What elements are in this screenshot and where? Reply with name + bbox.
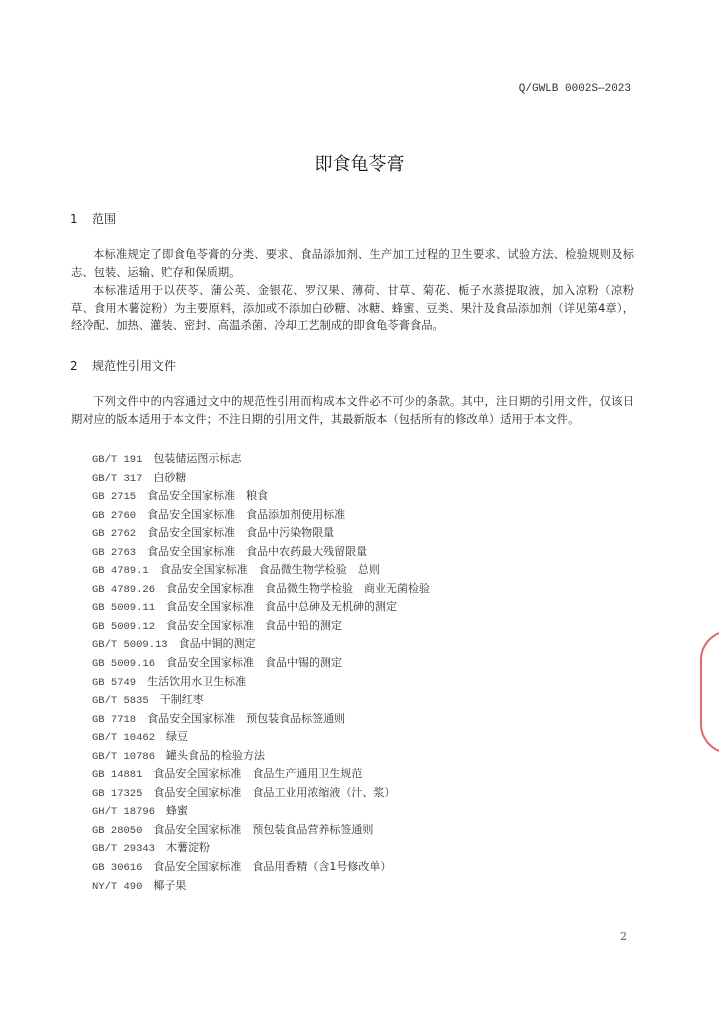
reference-code: GB 2715 [92,491,137,504]
reference-title: 包装储运图示标志 [153,452,242,465]
reference-code: GB 4789.1 [92,565,149,578]
reference-item [92,635,430,654]
reference-item [92,506,430,525]
reference-item [92,877,430,896]
reference-title: 食品中铜的测定 [178,637,256,651]
reference-code: GB/T 191 [92,454,143,466]
reference-code: GB 2760 [92,509,137,522]
reference-title: 木薯淀粉 [166,841,211,855]
reference-code: GB/T 29343 [92,843,156,856]
reference-code: NY/T 490 [92,880,143,893]
reference-title: 食品安全国家标准 食品中铅的测定 [166,618,343,632]
reference-code: GB/T 317 [92,472,143,485]
reference-title: 食品安全国家标准 食品中农药最大残留限量 [147,544,368,558]
reference-title: 绿豆 [166,730,189,744]
document-title: 即食龟苓膏 [314,154,405,175]
reference-item [92,543,430,562]
reference-code: GB 5009.16 [92,658,156,671]
reference-code: GB 2763 [92,546,137,559]
reference-item [92,821,430,840]
reference-item [92,561,430,580]
reference-item [92,839,430,858]
reference-item [92,765,430,784]
reference-title: 白砂糖 [153,470,187,484]
reference-item [92,691,430,710]
reference-title: 椰子果 [153,878,187,892]
reference-code: GB 5749 [92,676,137,689]
reference-code: GB 2762 [92,528,137,541]
reference-code: GB/T 5835 [92,695,149,708]
reference-code: GB 4789.26 [92,583,156,596]
reference-item [92,673,430,692]
reference-item [92,654,430,673]
reference-code: GB 5009.12 [92,620,156,633]
reference-code: GB 14881 [92,769,143,782]
reference-item [92,728,430,747]
reference-code: GB/T 10462 [92,732,156,745]
standard-code: Q/GWLB 0002S—2023 [518,83,631,95]
reference-code: GB 5009.11 [92,602,156,615]
reference-item [92,802,430,821]
reference-title: 蜂蜜 [166,804,189,818]
reference-title: 食品安全国家标准 食品中污染物限量 [147,526,335,540]
red-seal-stamp [700,630,719,754]
reference-item [92,524,430,543]
reference-item [92,617,430,636]
reference-title: 干制红枣 [159,693,204,707]
reference-title: 食品安全国家标准 食品中锡的测定 [166,656,343,670]
page-number: 2 [620,930,627,943]
reference-title: 食品安全国家标准 食品工业用浓缩液（汁、浆） [153,785,396,799]
reference-title: 食品安全国家标准 食品中总砷及无机砷的测定 [166,600,398,614]
reference-item [92,598,430,617]
reference-code: GB 17325 [92,787,143,800]
reference-code: GB 30616 [92,862,143,875]
reference-code: GH/T 18796 [92,806,156,819]
reference-code: GB 7718 [92,713,137,726]
section-2-number: 2 [70,359,78,373]
reference-code: GB/T 10786 [92,750,156,763]
section-2-title: 规范性引用文件 [92,359,177,373]
reference-title: 食品安全国家标准 食品微生物学检验 商业无菌检验 [166,581,431,595]
section-1-title: 范围 [92,212,117,226]
reference-title: 罐头食品的检验方法 [166,748,266,762]
reference-item [92,710,430,729]
reference-code: GB/T 5009.13 [92,639,168,652]
section-1-number: 1 [70,212,78,226]
reference-title: 食品安全国家标准 食品用香精（含1号修改单） [153,860,392,874]
reference-item [92,858,430,877]
reference-item [92,580,430,599]
section-2-heading [70,357,176,374]
reference-code: GB 28050 [92,824,143,837]
reference-title: 食品安全国家标准 食品生产通用卫生规范 [153,767,363,781]
reference-item [92,487,430,506]
reference-title: 食品安全国家标准 食品添加剂使用标准 [147,507,346,521]
reference-title: 食品安全国家标准 食品微生物学检验 总则 [159,563,380,577]
reference-title: 食品安全国家标准 预包装食品标签通则 [147,711,346,725]
reference-list [92,450,430,895]
scope-paragraph-2: 本标准适用于以茯苓、蒲公英、金银花、罗汉果、薄荷、甘草、菊花、栀子水蒸提取液，加入凉粉（凉粉草、食用木薯淀粉）为主要原料，添加或不添加白砂糖、冰糖、蜂蜜、豆类、果汁及食品添加剂（详见第4章），经冷配、加热、灌装、密封、高温杀菌、冷却工艺制成的即食龟苓膏食品。 [71,284,634,332]
reference-item [92,469,430,488]
reference-item [92,450,430,469]
scope-paragraph-1: 本标准规定了即食龟苓膏的分类、要求、食品添加剂、生产加工过程的卫生要求、试验方法、检验规则及标志、包装、运输、贮存和保质期。 [71,248,634,279]
reference-item [92,784,430,803]
reference-title: 食品安全国家标准 粮食 [147,489,269,503]
reference-item [92,747,430,766]
normative-references-paragraph: 下列文件中的内容通过文中的规范性引用而构成本文件必不可少的条款。其中，注日期的引用文件，仅该日期对应的版本适用于本文件；不注日期的引用文件，其最新版本（包括所有的修改单）适用于本文件。 [71,395,634,426]
reference-title: 食品安全国家标准 预包装食品营养标签通则 [153,822,374,836]
section-1-heading [70,210,116,227]
reference-title: 生活饮用水卫生标准 [147,674,247,688]
